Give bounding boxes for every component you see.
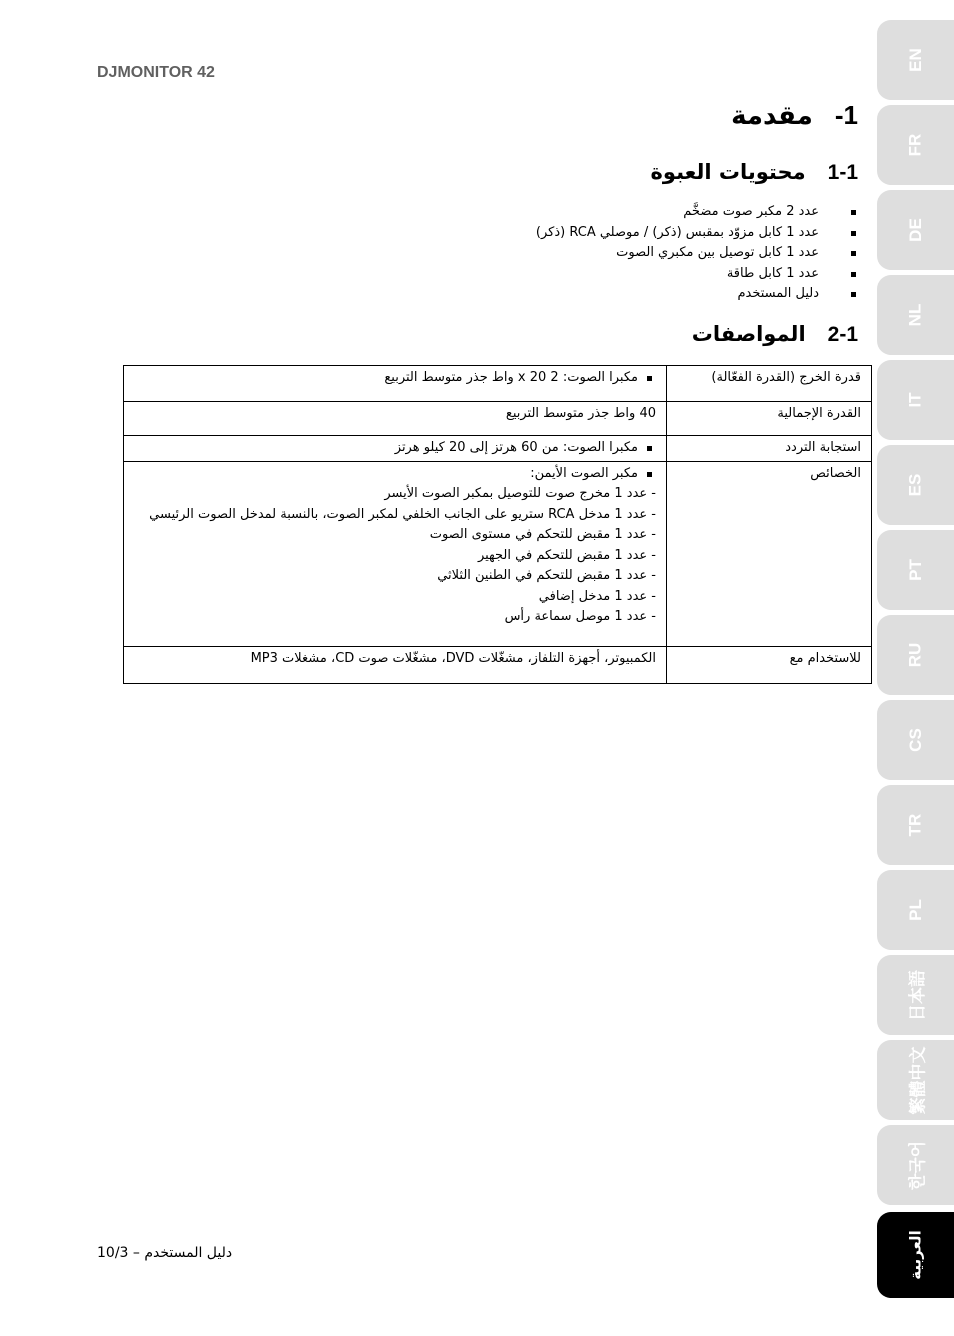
- tab-label: FR: [905, 133, 925, 157]
- section-1-1-title: محتويات العبوة: [650, 160, 806, 184]
- section-1-heading: [731, 100, 858, 131]
- tab-label: PL: [905, 899, 925, 921]
- spec-label: القدرة الإجمالية: [667, 402, 872, 436]
- table-row: [124, 436, 872, 462]
- spec-label: قدرة الخرج (القدرة الفعّالة): [667, 366, 872, 402]
- feature-line: - عدد 1 مدخل RCA ستريو على الجانب الخلفي لمكبر الصوت، بالنسبة لمدخل الصوت الرئيسي: [149, 506, 656, 522]
- specifications-table: [123, 365, 872, 684]
- tab-language-de[interactable]: [877, 190, 954, 270]
- spec-bullet: مكبر الصوت الأيمن:: [134, 464, 656, 485]
- product-name: DJMONITOR 42: [97, 64, 215, 81]
- spec-label: استجابة التردد: [667, 436, 872, 462]
- section-1-2-heading: [692, 322, 858, 347]
- tab-language-ar[interactable]: [877, 1212, 954, 1298]
- tab-language-it[interactable]: [877, 360, 954, 440]
- spec-value: [124, 461, 667, 646]
- feature-line: - عدد 1 مخرج صوت للتوصيل بمكبر الصوت الأيسر: [384, 486, 656, 501]
- section-1-1-number: 1-1: [827, 161, 858, 184]
- spec-label: الخصائص: [667, 461, 872, 646]
- tab-language-ko[interactable]: [877, 1125, 954, 1205]
- table-row: [124, 366, 872, 402]
- tab-label: DE: [905, 218, 925, 242]
- spec-bullet: مكبرا الصوت: من 60 هرتز إلى 20 كيلو هرتز: [134, 438, 656, 459]
- tab-label: EN: [905, 48, 925, 72]
- tab-language-pt[interactable]: [877, 530, 954, 610]
- tab-label: العربية: [906, 1230, 925, 1280]
- tab-label: RU: [905, 642, 925, 668]
- list-item: عدد 2 مكبر صوت مضخَّم: [536, 202, 858, 223]
- tab-label: IT: [905, 392, 925, 408]
- spec-bullet: مكبرا الصوت: 2 x 20 واط جذر متوسط التربيع: [134, 368, 656, 389]
- table-row: [124, 646, 872, 683]
- tab-label: ES: [905, 473, 925, 497]
- tab-label: PT: [905, 559, 925, 581]
- list-item: عدد 1 كابل طاقة: [536, 264, 858, 285]
- tab-language-ru[interactable]: [877, 615, 954, 695]
- tab-language-cs[interactable]: [877, 700, 954, 780]
- list-item: دليل المستخدم: [536, 284, 858, 305]
- tab-language-fr[interactable]: [877, 105, 954, 185]
- tab-label: TR: [905, 813, 925, 837]
- table-row: [124, 402, 872, 436]
- section-1-number: 1-: [834, 100, 858, 130]
- tab-label: CS: [905, 728, 925, 752]
- section-1-1-heading: [651, 160, 859, 185]
- spec-value: 40 واط جذر متوسط التربيع: [124, 402, 667, 436]
- tab-language-es[interactable]: [877, 445, 954, 525]
- tab-language-pl[interactable]: [877, 870, 954, 950]
- list-item: عدد 1 كابل توصيل بين مكبري الصوت: [536, 243, 858, 264]
- tab-label: 日本語: [908, 969, 927, 1021]
- feature-line: - عدد 1 مقبض للتحكم في مستوى الصوت: [429, 527, 656, 542]
- feature-line: - عدد 1 مدخل إضافي: [538, 588, 656, 604]
- feature-line: - عدد 1 مقبض للتحكم في الطنين الثلاثي: [437, 568, 656, 583]
- tab-language-tr[interactable]: [877, 785, 954, 865]
- tab-language-en[interactable]: [877, 20, 954, 100]
- list-item: عدد 1 كابل مزوّد بمقبس (ذكر) / موصلي RCA (ذكر): [536, 223, 858, 244]
- tab-label: NL: [905, 303, 925, 327]
- tab-language-zh[interactable]: [877, 1040, 954, 1120]
- section-1-title: مقدمة: [731, 101, 813, 131]
- table-row: [124, 461, 872, 646]
- page-footer: 10/3 – دليل المستخدم: [97, 1245, 233, 1261]
- tab-language-ja[interactable]: [877, 955, 954, 1035]
- tab-label: 한국어: [908, 1140, 927, 1190]
- feature-line: - عدد 1 موصل سماعة رأس: [504, 609, 656, 624]
- spec-label: للاستخدام مع: [667, 646, 872, 683]
- spec-value: [124, 436, 667, 462]
- package-contents-list: [536, 202, 858, 305]
- tab-label: 繁體中文: [908, 1046, 927, 1114]
- feature-line: - عدد 1 مقبض للتحكم في الجهير: [477, 547, 656, 563]
- spec-value: الكمبيوتر، أجهزة التلفاز، مشغّلات DVD، مشغّلات صوت CD، مشغلات MP3: [124, 646, 667, 683]
- tab-language-nl[interactable]: [877, 275, 954, 355]
- section-1-2-number: 2-1: [827, 323, 858, 346]
- section-1-2-title: المواصفات: [691, 322, 806, 346]
- spec-value: [124, 366, 667, 402]
